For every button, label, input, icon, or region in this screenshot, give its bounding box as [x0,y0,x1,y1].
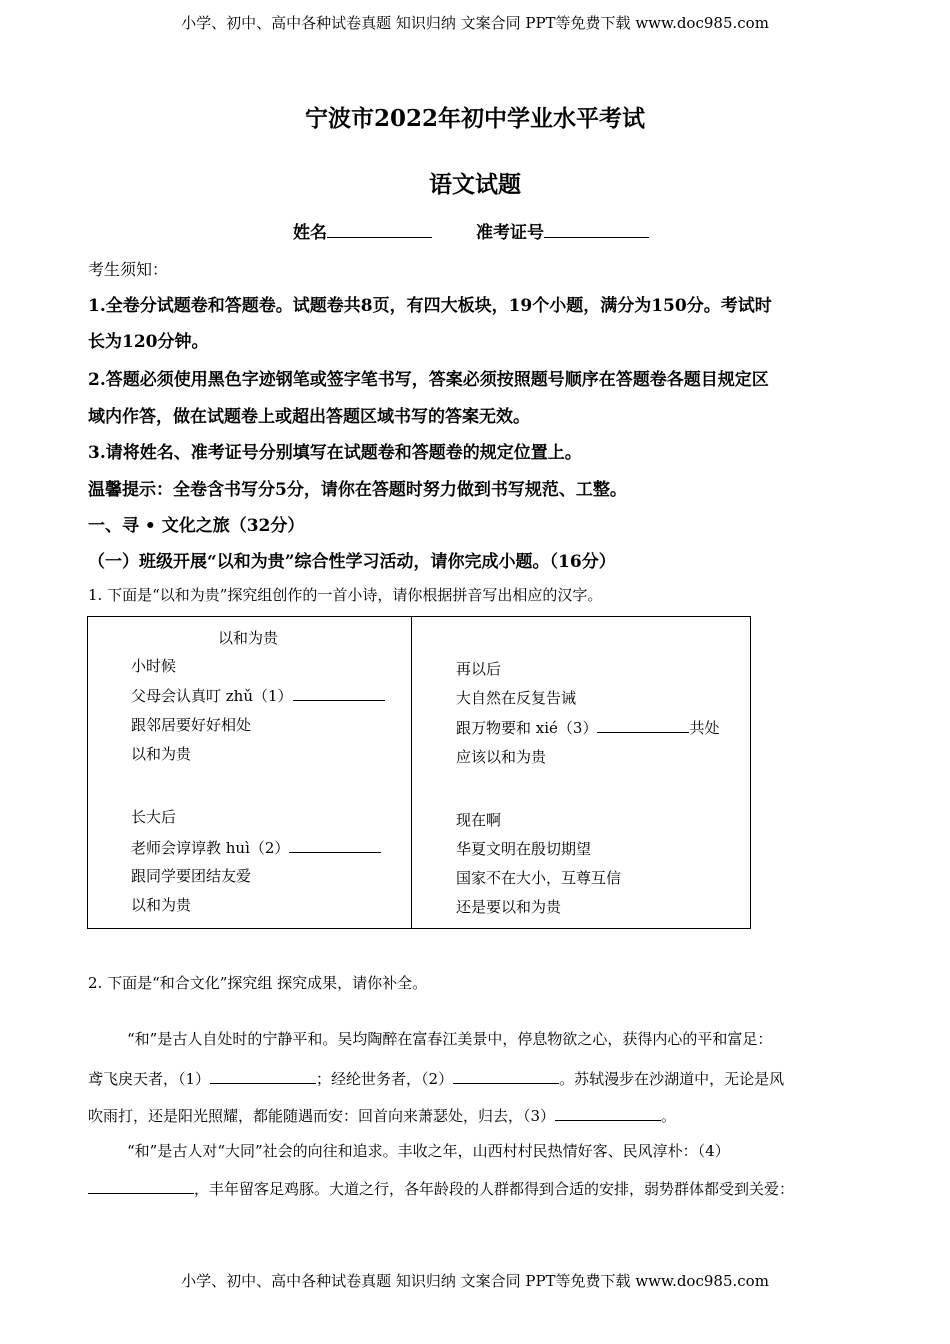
poem-left-line: 老师会谆谆教 huì（2） [131,836,381,858]
poem-left-line: 小时候 [131,657,177,675]
notice-tip: 温馨提示：全卷含书写分5分，请你在答题时努力做到书写规范、工整。 [88,480,627,500]
answer-blank-zhu [293,684,385,701]
notice-item-2-line-1: 2.答题必须使用黑色字迹钢笔或签字笔书写，答案必须按照题号顺序在答题卷各题目规定区 [88,370,769,390]
name-field [293,218,432,243]
section-1-heading: 一、寻 • 文化之旅（32分） [88,516,305,536]
name-label: 姓名 [293,223,327,243]
page-header: 小学、初中、高中各种试卷真题 知识归纳 文案合同 PPT等免费下载 www.doc985.com [181,14,769,32]
q2-paragraph-1-line-3: 吹雨打，还是阳光照耀，都能随遇而安：回首向来萧瑟处，归去，（3） 。 [88,1104,676,1126]
exam-subtitle: 语文试题 [429,171,521,198]
part-1-heading: （一）班级开展“以和为贵”综合性学习活动，请你完成小题。（16分） [88,552,616,572]
answer-blank-1 [210,1067,316,1084]
poem-table-divider [411,616,412,929]
answer-blank-4 [88,1177,194,1194]
poem-right-line: 现在啊 [456,811,502,829]
q2-paragraph-1-line-2: 鸢飞戾天者，（1） ；经纶世务者，（2） 。苏轼漫步在沙湖道中，无论是风 [88,1067,784,1089]
poem-left-line: 跟邻居要好好相处 [131,716,252,734]
answer-blank-xie [597,716,689,733]
notice-heading: 考生须知： [88,260,169,279]
q2-prompt: 2. 下面是“和合文化”探究组 探究成果，请你补全。 [88,974,428,992]
q2-paragraph-2-line-1: “和”是古人对“大同”社会的向往和追求。丰收之年，山西村村民热情好客、民风淳朴：（4） [127,1142,730,1160]
poem-right-line: 应该以和为贵 [456,748,547,766]
notice-item-1-line-1: 1.全卷分试题卷和答题卷。试题卷共8页，有四大板块，19个小题，满分为150分。考试时 [88,296,772,316]
poem-right-line: 华夏文明在殷切期望 [456,840,592,858]
poem-right-line: 还是要以和为贵 [456,898,562,916]
poem-right-line: 大自然在反复告诫 [456,689,577,707]
answer-blank-hui [289,836,381,853]
poem-left-line: 长大后 [131,808,177,826]
q2-paragraph-1-line-1: “和”是古人自处时的宁静平和。吴均陶醉在富春江美景中，停息物欲之心，获得内心的平和富足： [127,1030,773,1048]
page-footer: 小学、初中、高中各种试卷真题 知识归纳 文案合同 PPT等免费下载 www.doc985.com [181,1272,769,1290]
poem-right-line: 再以后 [456,660,502,678]
poem-left-line: 以和为贵 [131,745,192,763]
poem-right-line: 跟万物要和 xié（3） 共处 [456,716,719,738]
answer-blank-3 [555,1104,661,1121]
notice-item-1-line-2: 长为120分钟。 [88,332,209,352]
poem-right-line: 国家不在大小，互尊互信 [456,869,622,887]
poem-left-line: 跟同学要团结友爱 [131,867,252,885]
notice-item-3: 3.请将姓名、准考证号分别填写在试题卷和答题卷的规定位置上。 [88,443,582,463]
q2-paragraph-2-line-2: ，丰年留客足鸡豚。大道之行，各年龄段的人群都得到合适的安排，弱势群体都受到关爱： [88,1177,794,1199]
name-blank [327,221,432,238]
exam-id-field [476,218,649,243]
notice-item-2-line-2: 域内作答，做在试题卷上或超出答题区域书写的答案无效。 [88,407,530,427]
exam-id-blank [544,221,649,238]
exam-id-label: 准考证号 [476,223,544,243]
q1-prompt: 1. 下面是“以和为贵”探究组创作的一首小诗，请你根据拼音写出相应的汉字。 [88,586,603,604]
poem-title: 以和为贵 [218,629,279,647]
exam-title: 宁波市2022年初中学业水平考试 [304,105,645,132]
poem-left-line: 父母会认真叮 zhǔ（1） [131,684,385,706]
poem-left-line: 以和为贵 [131,896,192,914]
answer-blank-2 [453,1067,559,1084]
